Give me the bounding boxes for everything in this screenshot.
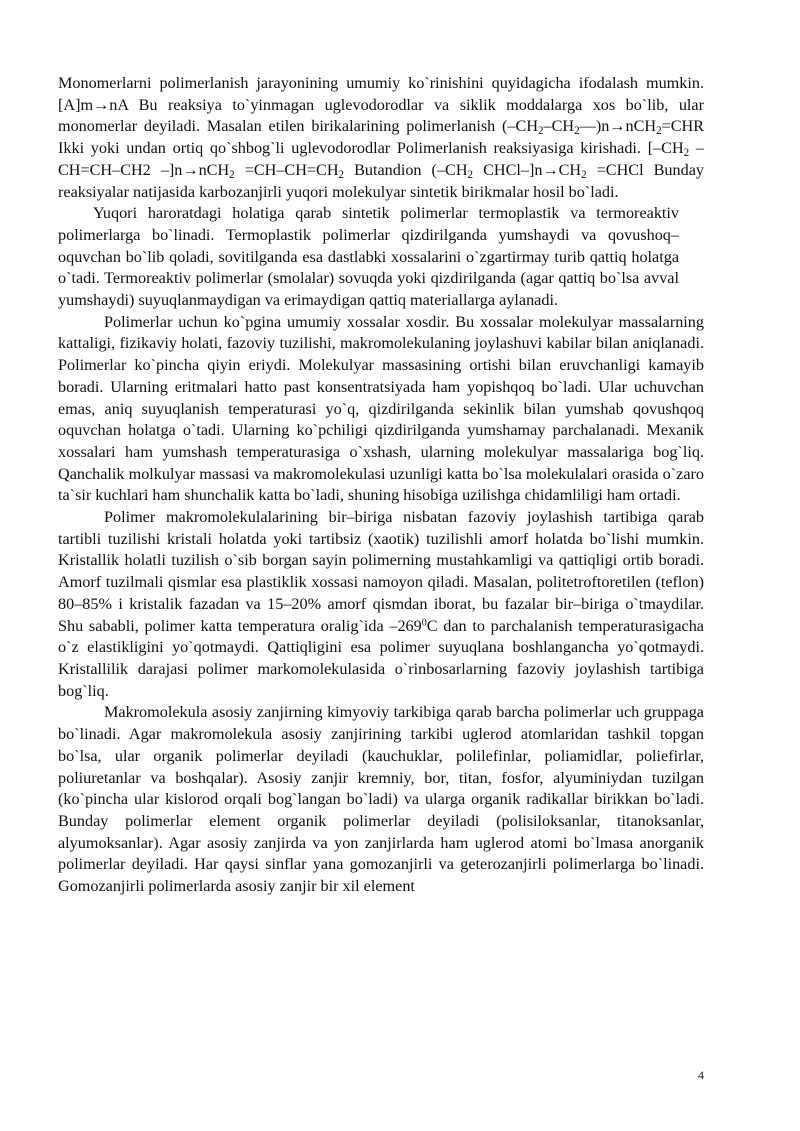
text-run: –CH	[543, 117, 575, 136]
subscript: 2	[683, 146, 690, 159]
text-run: Polimerlar uchun ko`pgina umumiy xossalar xosdir. Bu xossalar molekulyar massalarning kattaligi, fizikaviy holati, fazoviy tuzilishi, makromolekulaning joylashuvi kabilar bilan aniqlanadi. Polimerlar ko`pincha qiyin eriydi. Molekulyar massasining ortishi bilan eruvchanligi kamayib boradi. Ularning eritmalari hatto past konsentratsiyada ham yopishqoq bo`ladi. Ular uchuvchan emas, aniq suyuqlanish temperaturasi yo`q, qizdirilganda sekinlik bilan yumshab qovushqoq oquvchan holatga o`tadi. Ularning ko`pchiligi qizdirilganda yumshamay parchalanadi. Mexanik xossalari ham yumshash temperaturasiga o`xshash, ularning molekulyar massalariga bog`liq. Qanchalik molkulyar massasi va makromolekulasi uzunligi katta bo`lsa molekulalari orasida o`zaro ta`sir kuchlari ham shunchalik katta bo`ladi, shuning hisobiga uzilishga chidamliligi ham ortadi.	[58, 312, 704, 505]
page-number: 4	[698, 1068, 704, 1082]
subscript: 2	[538, 125, 544, 138]
text-run: CHCl–]n→CH	[473, 160, 582, 179]
text-run: –CH=CH–CH2 –]n→nCH	[58, 139, 704, 179]
text-run: Polimer makromolekulalarining bir–biriga nisbatan fazoviy joylashish tartibiga qarab tartibli tuzilishi kristali holatda yoki tartibsiz (xaotik) tuzilishli amorf holatda bo`lishi mumkin. Kristallik holatli tuzilish o`sib borgan sayin polimerning mustahkamligi va qattiqligi ortib boradi. Amorf tuzilmali qismlar esa plastiklik xossasi namoyon qiladi. Masalan, politetroftoretilen (teflon) 80–85% i kristalik fazadan va 15–20% amorf qismdan iborat, bu fazalar bir–biriga o`tmaydilar. Shu sababli, polimer katta temperatura oralig`ida –269	[58, 508, 704, 635]
subscript: 2	[229, 168, 235, 181]
paragraph-crystalline-amorphous	[58, 507, 704, 702]
body-text	[58, 73, 704, 898]
text-run: =CHCl Bunday reaksiyalar natijasida karbozanjirli yuqori molekulyar sintetik birikmalar hosil bo`ladi.	[58, 160, 704, 201]
paragraph-general-properties	[58, 312, 704, 507]
paragraph-polymer-classes	[58, 702, 704, 897]
text-run: =CH–CH=CH	[234, 160, 339, 179]
superscript: 0	[421, 617, 427, 629]
subscript: 2	[467, 168, 474, 181]
text-run: Butandion (–CH	[344, 160, 468, 179]
text-run: —)n→nCH	[579, 117, 657, 136]
text-run: Yuqori haroratdagi holatiga qarab sintetik polimerlar termoplastik va termoreaktiv polimerlarga bo`linadi. Termoplastik polimerlar qizdirilganda yumshaydi va qovushoq–oquvchan bo`lib qoladi, sovitilganda esa dastlabki xossalarini o`zgartirmay turib qattiq holatga o`tadi. Termoreaktiv polimerlar (smolalar) sovuqda yoki qizdirilganda (agar qattiq bo`lsa avval yumshaydi) suyuqlanmaydigan va erimaydigan qattiq materiallarga aylanadi.	[58, 204, 679, 310]
text-run: Makromolekula asosiy zanjirning kimyoviy tarkibiga qarab barcha polimerlar uch gruppaga bo`linadi. Agar makromolekula asosiy zanjirining tarkibi uglerod atomlaridan tashkil topgan bo`lsa, ular organik polimerlar deyiladi (kauchuklar, polilefinlar, poliamidlar, poliefirlar, poliuretanlar va boshqalar). Asosiy zanjir kremniy, bor, titan, fosfor, alyuminiydan tuzilgan (ko`pincha ular kislorod orqali bog`langan bo`ladi) va ularga organik radikallar birikkan bo`ladi. Bunday polimerlar element organik polimerlar deyiladi (polisiloksanlar, titanoksanlar, alyumoksanlar). Agar asosiy zanjirda va yon zanjirlarda ham uglerod atomi bo`lmasa anorganik polimerlar deyiladi. Har qaysi sinflar yana gomozanjirli va geterozanjirli polimerlarga bo`linadi. Gomozanjirli polimerlarda asosiy zanjir bir xil element	[58, 703, 704, 896]
text-run: Monomerlarni polimerlanish jarayonining umumiy ko`rinishini quyidagicha ifodalash mumkin. [A]m→nA Bu reaksiya to`yinmagan uglevodorodlar va siklik moddalarga xos bo`lib, ular monomerlar deyiladi. Masalan etilen birikalarining polimerlanish (–CH	[58, 74, 704, 136]
subscript: 2	[574, 125, 580, 138]
subscript: 2	[656, 125, 662, 138]
text-run: C dan to parchalanish temperaturasigacha o`z elastikligini yo`qotmaydi. Qattiqligini esa polimer suyuqlana boshlangancha yo`qotmaydi. Kristallilik darajasi polimer markomolekulasida o`rinbosarlarning fazoviy joylashish tartibiga bog`liq.	[58, 616, 704, 700]
text-run: =CHR Ikki yoki undan ortiq qo`shbog`li uglevodorodlar Polimerlanish reaksiyasiga kirishadi. [–CH	[58, 117, 704, 158]
paragraph-polymerization-reactions	[58, 73, 704, 203]
subscript: 2	[338, 168, 345, 181]
paragraph-thermoplastic-thermoreactive	[58, 203, 679, 312]
subscript: 2	[581, 168, 587, 181]
